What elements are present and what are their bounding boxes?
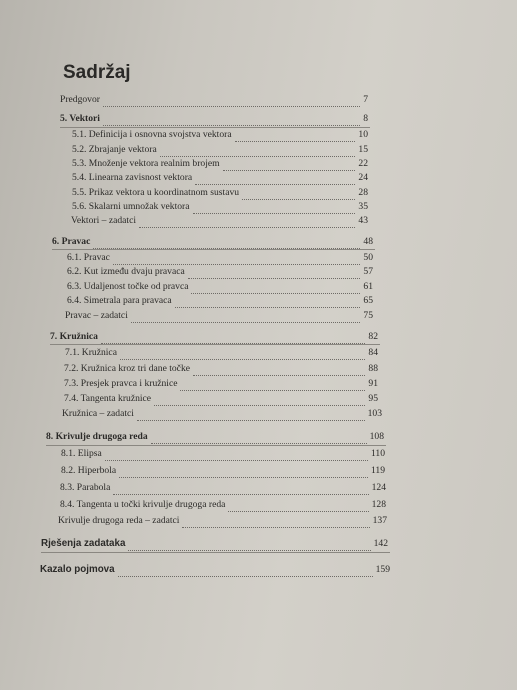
toc-entry [72, 143, 368, 157]
dot-leader [151, 433, 367, 444]
toc-page: 75 [363, 310, 373, 321]
toc-entry [67, 294, 373, 308]
toc-label: 6.3. Udaljenost točke od pravca [67, 281, 189, 292]
divider [52, 249, 375, 250]
toc-page: 103 [367, 408, 382, 419]
toc-entry-exercises [62, 407, 382, 421]
toc-entry-solutions [41, 537, 388, 551]
toc-page: 65 [363, 295, 373, 306]
toc-label: 8. Krivulje drugoga reda [46, 431, 148, 442]
toc-entry [67, 251, 373, 265]
toc-label: 5.5. Prikaz vektora u koordinatnom sustavu [72, 187, 240, 198]
dot-leader [223, 160, 356, 171]
toc-entry [72, 200, 368, 214]
toc-label: 7.3. Presjek pravca i kružnice [64, 378, 178, 389]
dot-leader [113, 254, 361, 265]
toc-chapter-8 [46, 430, 384, 444]
toc-page: 82 [368, 331, 378, 342]
toc-chapter-5 [60, 112, 368, 126]
dot-leader [93, 238, 360, 249]
dot-leader [105, 450, 368, 461]
toc-entry-exercises [65, 309, 373, 323]
dot-leader [131, 312, 361, 323]
toc-entry [61, 464, 385, 478]
toc-entry [64, 377, 378, 391]
dot-leader [119, 467, 368, 478]
toc-entry [61, 447, 385, 461]
toc-label: 7.2. Kružnica kroz tri dane točke [64, 363, 190, 374]
toc-entry-exercises [71, 214, 368, 228]
toc-chapter-6 [52, 235, 373, 249]
toc-page: 108 [369, 431, 384, 442]
toc-page: 24 [358, 172, 368, 183]
toc-page: 128 [371, 499, 386, 510]
dot-leader [180, 380, 365, 391]
toc-page: 7 [363, 94, 368, 105]
toc-page: 61 [363, 281, 373, 292]
toc-label: 8.2. Hiperbola [61, 465, 117, 476]
toc-label: 7.1. Kružnica [65, 347, 117, 358]
dot-leader [137, 410, 365, 421]
toc-page: 137 [372, 515, 387, 526]
toc-page: 10 [358, 129, 368, 140]
toc-label: Rješenja zadataka [41, 538, 126, 549]
toc-page: 50 [363, 252, 373, 263]
toc-entry [67, 280, 373, 294]
toc-chapter-7 [50, 330, 378, 344]
dot-leader [193, 203, 356, 214]
toc-entry-preface [60, 93, 368, 107]
toc-page: 88 [368, 363, 378, 374]
dot-leader [160, 146, 356, 157]
toc-page: 28 [358, 187, 368, 198]
toc-label: Pravac – zadatci [65, 310, 128, 321]
toc-page: 57 [363, 266, 373, 277]
dot-leader [103, 96, 360, 107]
toc-page: 91 [368, 378, 378, 389]
toc-entry [64, 392, 378, 406]
toc-label: 8.3. Parabola [60, 482, 111, 493]
dot-leader [191, 283, 360, 294]
toc-label: 6.2. Kut između dvaju pravaca [67, 266, 185, 277]
toc-page: 15 [358, 144, 368, 155]
toc-entry [60, 498, 386, 512]
toc-page: 22 [358, 158, 368, 169]
toc-entry [72, 171, 368, 185]
dot-leader [195, 174, 355, 185]
dot-leader [118, 566, 373, 577]
dot-leader [120, 349, 365, 360]
toc-page: 95 [368, 393, 378, 404]
dot-leader [228, 501, 368, 512]
dot-leader [242, 189, 355, 200]
toc-label: 8.4. Tangenta u točki krivulje drugoga reda [60, 499, 226, 510]
toc-page: 8 [363, 113, 368, 124]
toc-label: Kružnica – zadatci [62, 408, 134, 419]
toc-page: 110 [370, 448, 385, 459]
toc-page: 35 [358, 201, 368, 212]
divider [46, 445, 386, 446]
toc-label: Krivulje drugoga reda – zadatci [58, 515, 180, 526]
toc-label: Vektori – zadatci [71, 215, 136, 226]
dot-leader [235, 131, 356, 142]
toc-entry [72, 128, 368, 142]
toc-label: 5. Vektori [60, 113, 100, 124]
toc-label: 7.4. Tangenta kružnice [64, 393, 152, 404]
dot-leader [103, 115, 360, 126]
toc-label: 6. Pravac [52, 236, 91, 247]
dot-leader [113, 484, 368, 495]
toc-label: 5.3. Množenje vektora realnim brojem [72, 158, 220, 169]
dot-leader [128, 540, 370, 551]
toc-label: 6.1. Pravac [67, 252, 110, 263]
toc-label: 5.2. Zbrajanje vektora [72, 144, 157, 155]
dot-leader [139, 217, 355, 228]
toc-entry-index [40, 563, 390, 577]
toc-page: 48 [363, 236, 373, 247]
toc-page: 159 [375, 564, 390, 575]
dot-leader [193, 365, 365, 376]
dot-leader [188, 268, 361, 279]
toc-label: Kazalo pojmova [40, 564, 115, 575]
toc-page: 124 [371, 482, 386, 493]
toc-label: 5.4. Linearna zavisnost vektora [72, 172, 193, 183]
dot-leader [101, 333, 365, 344]
toc-entry [65, 346, 378, 360]
page-title: Sadržaj [63, 62, 131, 83]
toc-label: 5.1. Definicija i osnovna svojstva vektora [72, 129, 232, 140]
toc-page: 84 [368, 347, 378, 358]
toc-label: 6.4. Simetrala para pravaca [67, 295, 172, 306]
toc-label: Predgovor [60, 94, 100, 105]
toc-page: 142 [373, 538, 388, 549]
toc-label: 8.1. Elipsa [61, 448, 102, 459]
toc-page: 119 [370, 465, 385, 476]
toc-entry-exercises [58, 514, 387, 528]
toc-label: 7. Kružnica [50, 331, 98, 342]
divider [50, 344, 380, 345]
divider [41, 552, 390, 553]
toc-label: 5.6. Skalarni umnožak vektora [72, 201, 190, 212]
toc-page: 43 [358, 215, 368, 226]
dot-leader [175, 297, 361, 308]
toc-entry [64, 362, 378, 376]
dot-leader [182, 517, 369, 528]
toc-entry [72, 186, 368, 200]
toc-entry [67, 265, 373, 279]
toc-entry [72, 157, 368, 171]
dot-leader [154, 395, 365, 406]
toc-entry [60, 481, 386, 495]
